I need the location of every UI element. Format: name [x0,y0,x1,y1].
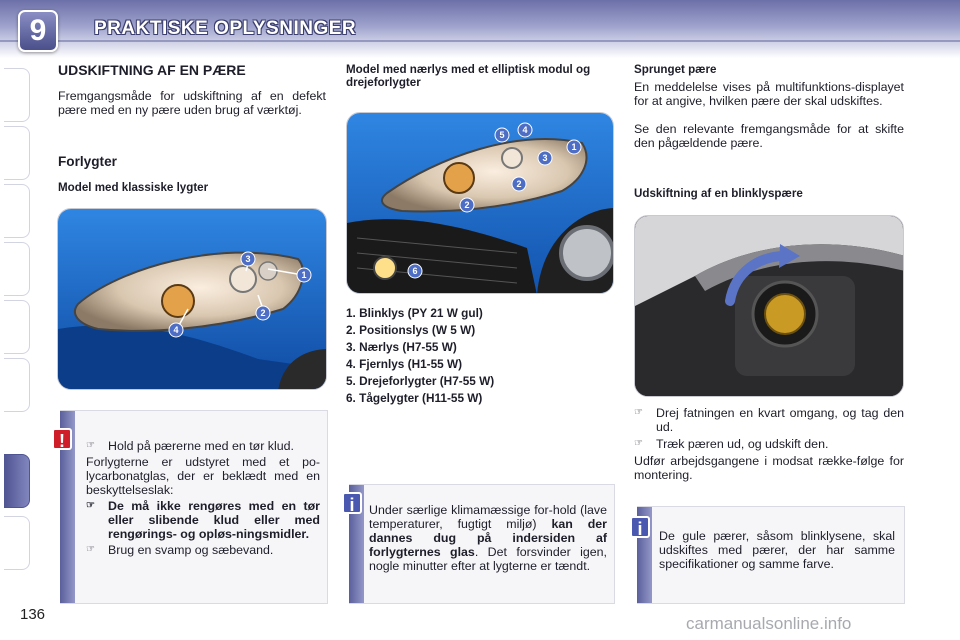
watermark: carmanualsonline.info [686,614,852,633]
chapter-tab-active[interactable] [4,454,30,508]
list-item: 3. Nærlys (H7-55 W) [346,340,457,354]
indicator-title: Udskiftning af en blinklyspære [634,187,803,200]
section-title: UDSKIFTNING AF EN PÆRE [58,62,246,78]
warning-bullet: ☞ De må ikke rengøres med en tør eller slibende klud eller med rengørings- og opløs-ningsmidler. [86,499,320,541]
warning-bullet: ☞ Hold på pærerne med en tør klud. [86,439,294,453]
chapter-tabs [0,60,32,580]
model-title: Model med klassiske lygter [58,181,209,194]
hand-pointer-icon: ☞ [86,440,95,451]
page-number: 136 [20,606,46,623]
headlamp-photo-elliptic [346,112,614,294]
list-item: 5. Drejeforlygter (H7-55 W) [346,374,495,388]
model-title-elliptic: Model med nærlys med et elliptisk modul og drejeforlygter [346,63,591,89]
hand-pointer-icon: ☞ [634,407,643,418]
info-icon: i [630,516,650,538]
broken-bulb-text: Se den relevante fremgangsmåde for at skifte den pågældende pære. [634,122,904,150]
subsection-title: Forlygter [58,154,117,169]
list-item: 4. Fjernlys (H1-55 W) [346,357,463,371]
list-item: 1. Blinklys (PY 21 W gul) [346,306,483,320]
chapter-badge: 9 [18,10,58,52]
warning-icon: ! [52,428,72,450]
chapter-tab[interactable] [4,126,30,180]
warning-bullet: ☞ Brug en svamp og sæbevand. [86,543,274,557]
photo-label: 4 [173,325,179,335]
bulb-list [346,305,616,407]
indicator-steps [634,406,904,482]
photo-label: 3 [245,254,251,264]
photo-label: 4 [522,125,528,135]
broken-bulb-text: En meddelelse vises på multifunktions-displayet for at angive, hvilken pære der skal udskiftes. [634,80,904,108]
warning-paragraph: Forlygterne er udstyret med et po-lycarbonatglas, der er beklædt med en beskyttelseslak: [86,455,320,497]
chapter-tab[interactable] [4,184,30,238]
info-text: Under særlige klimamæssige for-hold (lave temperaturer, fugtigt miljø) kan der dannes dug på indersiden af forlygternes glas. Det forsvinder igen, nogle minutter efter at lygterne er tændt. [369,503,608,573]
header-divider [0,40,960,42]
photo-label: 1 [301,270,307,280]
warning-box [60,410,328,604]
photo-label: 1 [571,142,577,152]
photo-label: 2 [260,308,266,318]
hand-pointer-icon: ☞ [86,500,95,511]
photo-label: 5 [499,130,505,140]
chapter-tab[interactable] [4,358,30,412]
list-item: 6. Tågelygter (H11-55 W) [346,391,483,405]
hand-pointer-icon: ☞ [634,438,643,449]
step-paragraph: Udfør arbejdsgangene i modsat række-følge for montering. [634,454,904,482]
info-box-condensation [349,484,615,604]
chapter-tab[interactable] [4,516,30,570]
broken-bulb-title: Sprunget pære [634,63,717,76]
photo-label: 3 [542,153,548,163]
photo-label: 2 [516,179,522,189]
info-box-yellow-bulbs [637,506,905,604]
step-bullet: ☞ Træk pæren ud, og udskift den. [634,437,829,451]
intro-text: Fremgangsmåde for udskiftning af en defekt pære med en ny pære uden brug af værktøj. [58,89,326,117]
hand-pointer-icon: ☞ [86,544,95,555]
chapter-tab[interactable] [4,68,30,122]
indicator-socket-photo [634,215,904,397]
photo-label: 2 [464,200,470,210]
headlamp-photo-classic [57,208,327,390]
chapter-tab[interactable] [4,242,30,296]
photo-label: 6 [412,266,418,276]
list-item: 2. Positionslys (W 5 W) [346,323,476,337]
page-title: PRAKTISKE OPLYSNINGER [94,18,357,39]
chapter-tab[interactable] [4,300,30,354]
step-bullet: ☞ Drej fatningen en kvart omgang, og tag den ud. [634,406,904,434]
info-icon: i [342,492,362,514]
info-text: De gule pærer, såsom blinklysene, skal udskiftes med pærer, der har samme specifikationer og samme farve. [659,529,895,571]
